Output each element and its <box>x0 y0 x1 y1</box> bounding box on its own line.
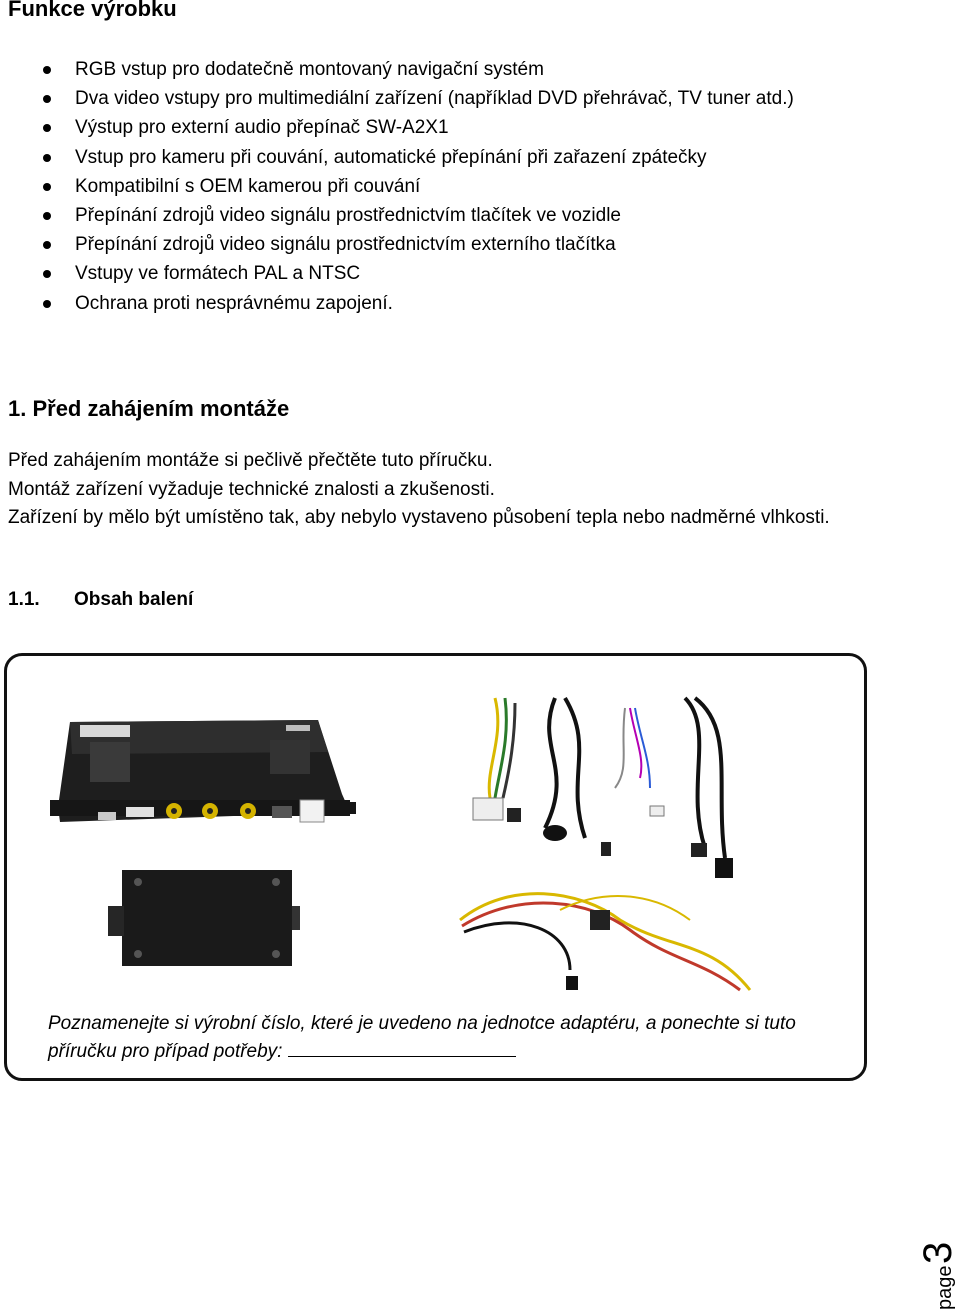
feature-text: Ochrana proti nesprávnému zapojení. <box>75 292 393 314</box>
feature-text: Kompatibilní s OEM kamerou při couvání <box>75 175 421 197</box>
subsection-number: 1.1. <box>8 589 40 610</box>
bullet-icon <box>43 124 51 132</box>
feature-text: Vstup pro kameru při couvání, automatické přepínání při zařazení zpátečky <box>75 146 707 168</box>
adapter-unit-image <box>50 712 360 837</box>
bullet-icon <box>43 300 51 308</box>
page-word: page <box>934 1265 956 1310</box>
paragraph: Zařízení by mělo být umístěno tak, aby nebylo vystaveno působení tepla nebo nadměrné vlhkosti. <box>8 507 830 528</box>
feature-text: Dva video vstupy pro multimediální zařízení (například DVD přehrávač, TV tuner atd.) <box>75 88 794 110</box>
feature-item <box>0 55 794 84</box>
power-cable-image <box>450 880 770 1000</box>
bullet-icon <box>43 66 51 74</box>
paragraph: Před zahájením montáže si pečlivě přečtěte tuto příručku. <box>8 450 493 471</box>
bullet-icon <box>43 183 51 191</box>
page-heading: Funkce výrobku <box>8 0 177 21</box>
note-text: Poznamenejte si výrobní číslo, které je uvedeno na jednotce adaptéru, a ponechte si tuto příručku pro případ potřeby: <box>48 1013 796 1062</box>
serial-number-blank[interactable] <box>288 1038 516 1057</box>
feature-text: Vstupy ve formátech PAL a NTSC <box>75 263 361 285</box>
bullet-icon <box>43 212 51 220</box>
small-module-image <box>104 866 324 976</box>
feature-text: Přepínání zdrojů video signálu prostřednictvím externího tlačítka <box>75 234 616 256</box>
feature-item <box>0 172 794 201</box>
paragraph: Montáž zařízení vyžaduje technické znalosti a zkušenosti. <box>8 478 495 500</box>
feature-item <box>0 113 794 142</box>
bullet-icon <box>43 270 51 278</box>
cable-harness-image <box>455 688 755 888</box>
page-number: 3 <box>916 1241 960 1264</box>
feature-item <box>0 230 794 259</box>
feature-text: RGB vstup pro dodatečně montovaný navigační systém <box>75 59 544 80</box>
feature-text: Přepínání zdrojů video signálu prostřednictvím tlačítek ve vozidle <box>75 204 621 226</box>
feature-list <box>0 55 794 318</box>
page-number-label <box>903 1232 960 1312</box>
feature-item <box>0 259 794 288</box>
feature-item <box>0 201 794 230</box>
bullet-icon <box>43 154 51 162</box>
subsection-title: Obsah balení <box>74 589 194 610</box>
feature-item <box>0 289 794 318</box>
feature-text: Výstup pro externí audio přepínač SW-A2X1 <box>75 117 449 139</box>
serial-number-note <box>48 1010 848 1066</box>
bullet-icon <box>43 241 51 249</box>
subsection-heading <box>8 589 193 611</box>
feature-item <box>0 84 794 113</box>
bullet-icon <box>43 95 51 103</box>
section-title: 1. Před zahájením montáže <box>8 396 290 421</box>
feature-item <box>0 143 794 172</box>
